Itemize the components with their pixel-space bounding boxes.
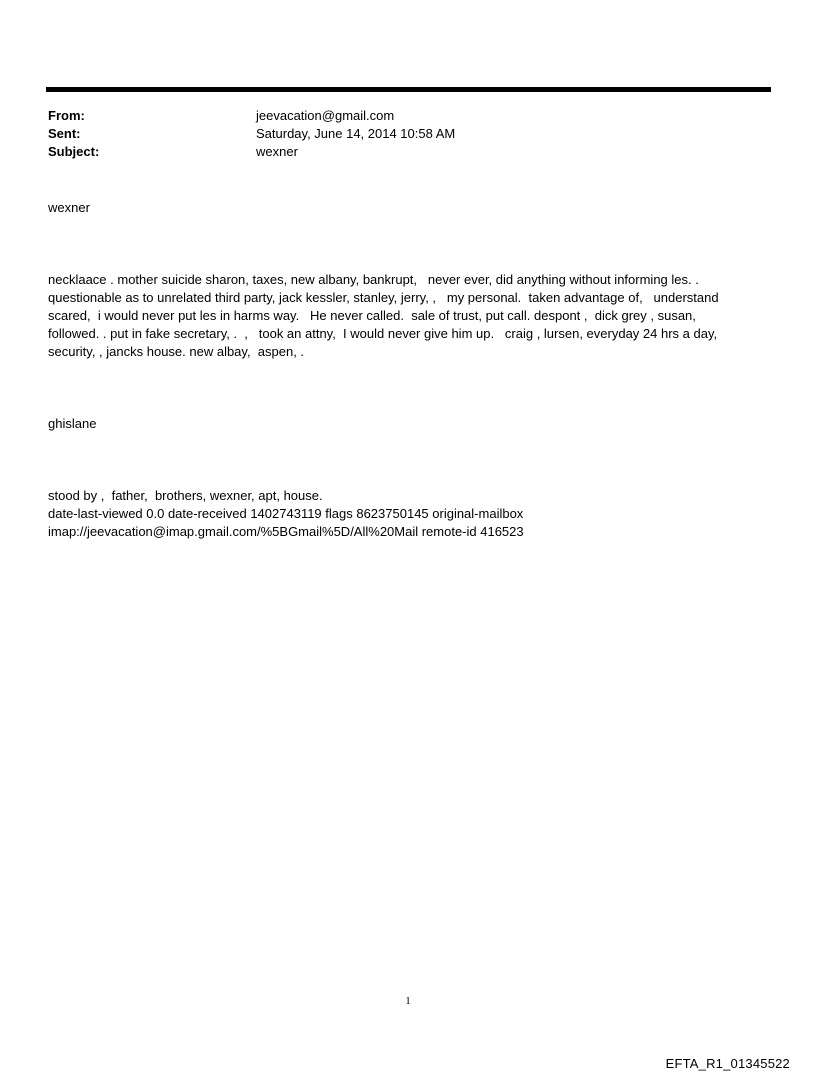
body-line: scared, i would never put les in harms way. He never called. sale of trust, put call. despont , dick grey , susan, <box>48 308 696 323</box>
body-line: questionable as to unrelated third party, jack kessler, stanley, jerry, , my personal. taken advantage of, understand <box>48 290 719 305</box>
body-line: necklaace . mother suicide sharon, taxes, new albany, bankrupt, never ever, did anything without informing les. . <box>48 272 699 287</box>
body-paragraph-3: ghislane <box>48 416 97 431</box>
body-line: imap://jeevacation@imap.gmail.com/%5BGmail%5D/All%20Mail remote-id 416523 <box>48 524 524 539</box>
from-label: From: <box>48 108 85 123</box>
from-value: jeevacation@gmail.com <box>256 108 395 123</box>
header-divider-rule <box>46 87 771 92</box>
subject-label: Subject: <box>48 144 100 159</box>
subject-value: wexner <box>256 144 298 159</box>
body-paragraph-4 <box>48 451 768 577</box>
body-paragraph-2 <box>48 235 768 397</box>
body-line: stood by , father, brothers, wexner, apt, house. <box>48 488 323 503</box>
sent-value: Saturday, June 14, 2014 10:58 AM <box>256 126 456 141</box>
bates-number: EFTA_R1_01345522 <box>665 1056 790 1071</box>
body-paragraph-1: wexner <box>48 200 90 215</box>
body-line: followed. . put in fake secretary, . , took an attny, I would never give him up. craig , lursen, everyday 24 hrs a day, <box>48 326 718 341</box>
email-body <box>48 199 768 595</box>
sent-label: Sent: <box>48 126 81 141</box>
body-line: security, , jancks house. new albay, aspen, . <box>48 344 305 359</box>
page-number: 1 <box>405 995 411 1007</box>
body-line: date-last-viewed 0.0 date-received 1402743119 flags 8623750145 original-mailbox <box>48 506 524 521</box>
